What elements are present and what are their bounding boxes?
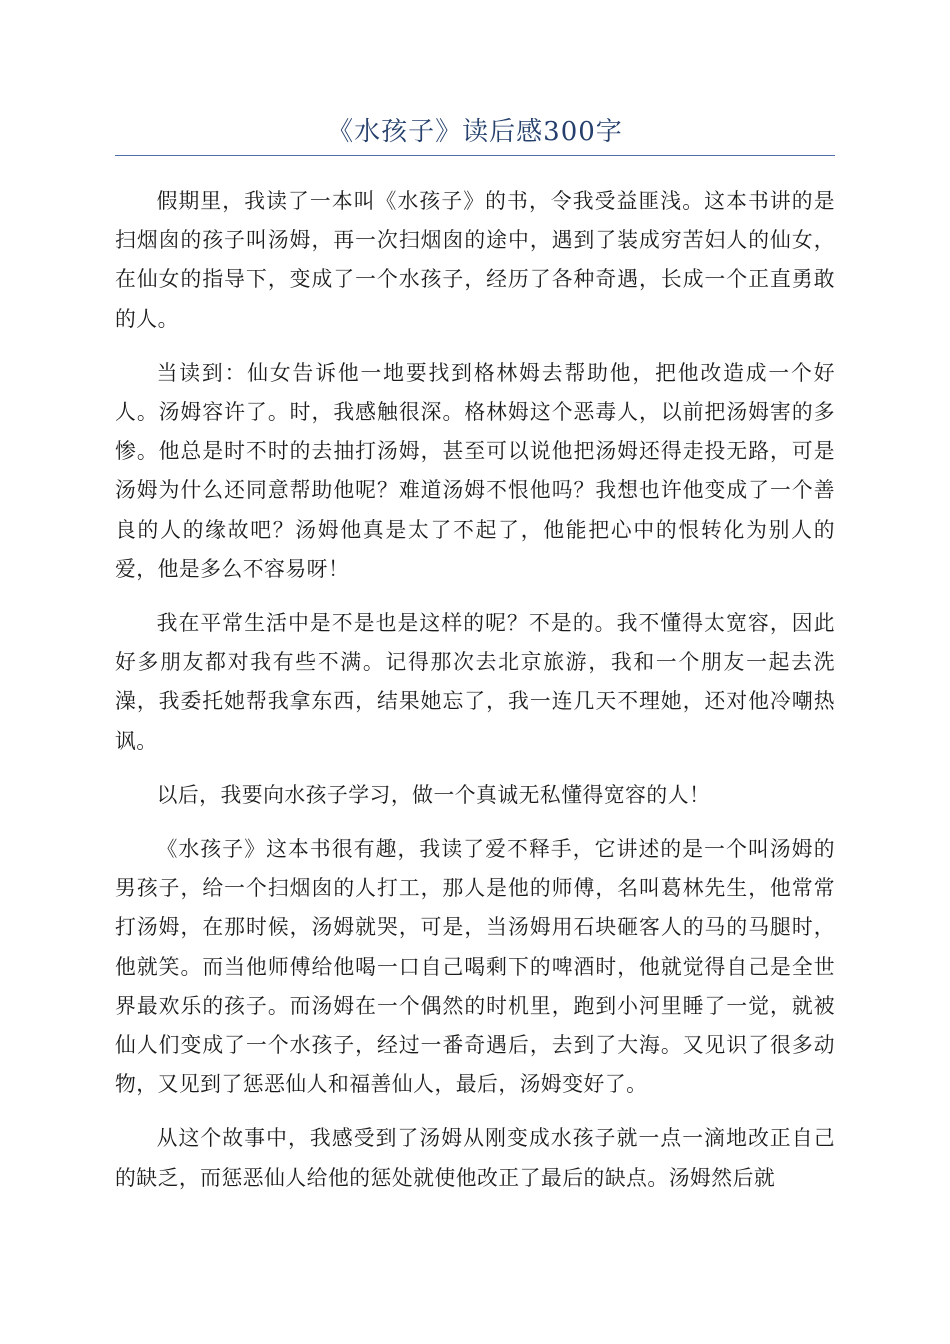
paragraph: 以后，我要向水孩子学习，做一个真诚无私懂得宽容的人！ (156, 782, 711, 807)
paragraph: 我在平常生活中是不是也是这样的呢？不是的。我不懂得太宽容，因此好多朋友都对我有些不满。记得那次去北京旅游，我和一个朋友一起去洗澡，我委托她帮我拿东西，结果她忘了，我一连几天不理她，还对他冷嘲热讽。 (115, 611, 835, 753)
paragraph: 当读到：仙女告诉他一地要找到格林姆去帮助他，把他改造成一个好人。汤姆容许了。时，我感触很深。格林姆这个恶毒人，以前把汤姆害的多惨。他总是时不时的去抽打汤姆，甚至可以说他把汤姆还得走投无路，可是汤姆为什么还同意帮助他呢？难道汤姆不恨他吗？我想也许他变成了一个善良的人的缘故吧？汤姆他真是太了不起了，他能把心中的恨转化为别人的爱，他是多么不容易呀！ (115, 360, 835, 581)
paragraph: 从这个故事中，我感受到了汤姆从刚变成水孩子就一点一滴地改正自己的缺乏，而惩恶仙人给他的惩处就使他改正了最后的缺点。汤姆然后就 (115, 1126, 835, 1190)
title-underline (115, 155, 835, 156)
paragraph: 《水孩子》这本书很有趣，我读了爱不释手，它讲述的是一个叫汤姆的男孩子，给一个扫烟囱的人打工，那人是他的师傅，名叫葛林先生，他常常打汤姆，在那时候，汤姆就哭，可是，当汤姆用石块砸客人的马的马腿时，他就笑。而当他师傅给他喝一口自己喝剩下的啤酒时，他就觉得自己是全世界最欢乐的孩子。而汤姆在一个偶然的时机里，跑到小河里睡了一觉，就被仙人们变成了一个水孩子，经过一番奇遇后，去到了大海。又见识了很多动物，又见到了惩恶仙人和福善仙人，最后，汤姆变好了。 (115, 837, 835, 1097)
document-body (115, 182, 835, 1213)
paragraph: 假期里，我读了一本叫《水孩子》的书，令我受益匪浅。这本书讲的是扫烟囱的孩子叫汤姆，再一次扫烟囱的途中，遇到了装成穷苦妇人的仙女，在仙女的指导下，变成了一个水孩子，经历了各种奇遇，长成一个正直勇敢的人。 (115, 189, 835, 331)
page-title: 《水孩子》读后感300字 (327, 117, 623, 147)
